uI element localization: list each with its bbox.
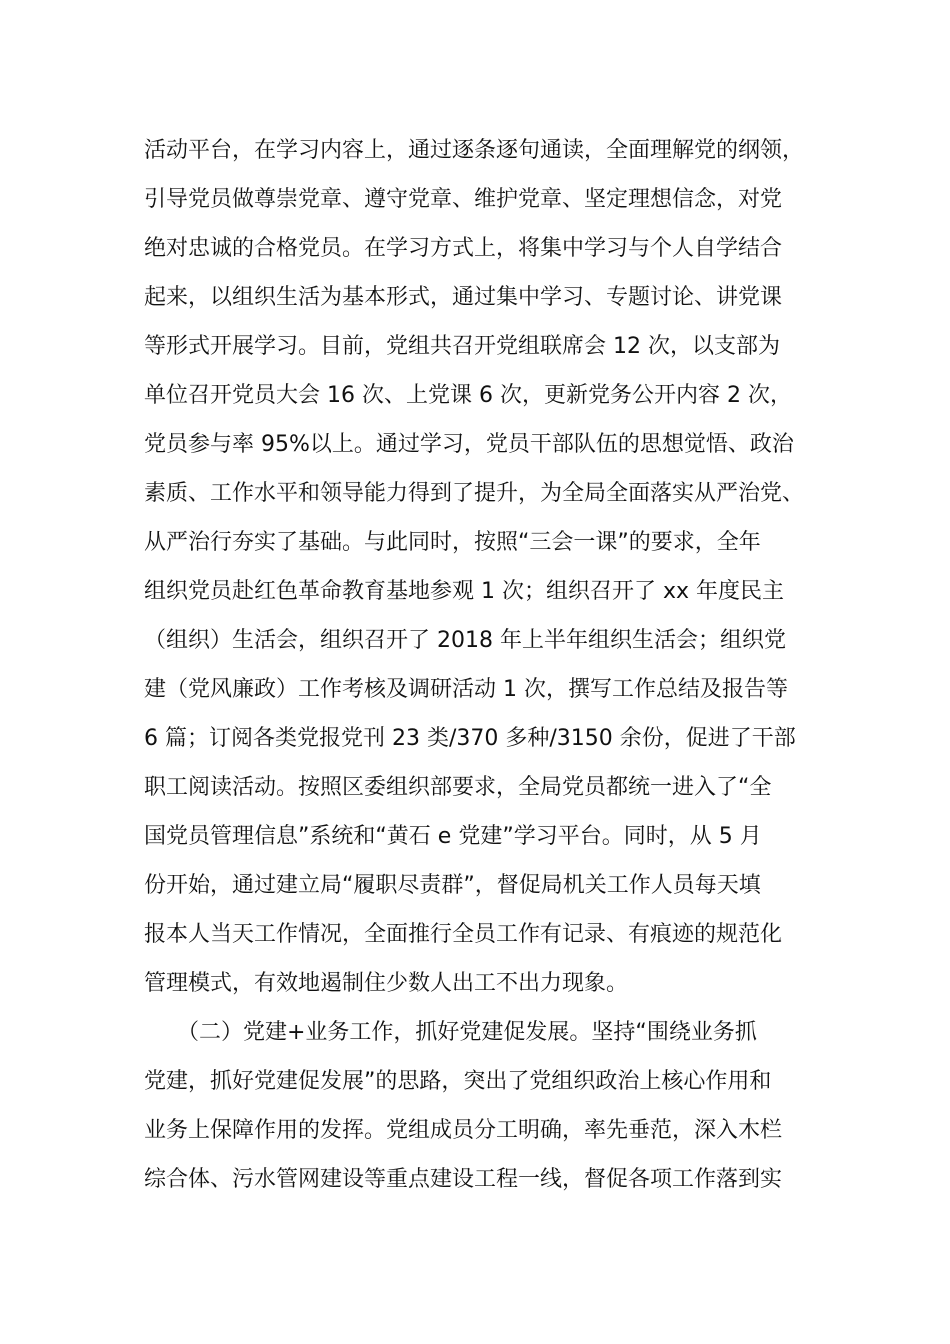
text-line: 活动平台，在学习内容上，通过逐条逐句通读，全面理解党的纲领，	[144, 138, 805, 163]
text-line: （组织）生活会，组织召开了 2018 年上半年组织生活会；组织党	[144, 628, 786, 653]
text-line: 报本人当天工作情况，全面推行全员工作有记录、有痕迹的规范化	[144, 922, 783, 947]
document-body	[144, 126, 824, 1204]
text-line: 国党员管理信息”系统和“黄石 e 党建”学习平台。同时，从 5 月	[144, 824, 762, 849]
text-line: 管理模式，有效地遏制住少数人出工不出力现象。	[144, 971, 629, 996]
paragraph	[144, 126, 824, 1008]
text-line: 党建，抓好党建促发展”的思路，突出了党组织政治上核心作用和	[144, 1069, 772, 1094]
paragraph	[144, 1008, 824, 1204]
text-line: 组织党员赴红色革命教育基地参观 1 次；组织召开了 xx 年度民主	[144, 579, 785, 604]
text-line: 引导党员做尊崇党章、遵守党章、维护党章、坚定理想信念，对党	[144, 187, 783, 212]
text-line: 等形式开展学习。目前，党组共召开党组联席会 12 次，以支部为	[144, 334, 780, 359]
text-line: 素质、工作水平和领导能力得到了提升，为全局全面落实从严治党、	[144, 481, 805, 506]
text-line: 绝对忠诚的合格党员。在学习方式上，将集中学习与个人自学结合	[144, 236, 783, 261]
text-line: 建（党风廉政）工作考核及调研活动 1 次，撰写工作总结及报告等	[144, 677, 788, 702]
text-line: 从严治行夯实了基础。与此同时，按照“三会一课”的要求，全年	[144, 530, 761, 555]
text-line: 业务上保障作用的发挥。党组成员分工明确，率先垂范，深入木栏	[144, 1118, 783, 1143]
text-line: 单位召开党员大会 16 次、上党课 6 次，更新党务公开内容 2 次，	[144, 383, 792, 408]
text-line: 份开始，通过建立局“履职尽责群”，督促局机关工作人员每天填	[144, 873, 761, 898]
text-line: 综合体、污水管网建设等重点建设工程一线，督促各项工作落到实	[144, 1167, 783, 1192]
text-line: 起来，以组织生活为基本形式，通过集中学习、专题讨论、讲党课	[144, 285, 783, 310]
text-line: 职工阅读活动。按照区委组织部要求，全局党员都统一进入了“全	[144, 775, 772, 800]
text-line: 党员参与率 95%以上。通过学习，党员干部队伍的思想觉悟、政治	[144, 432, 794, 457]
text-line: 6 篇；订阅各类党报党刊 23 类/370 多种/3150 余份，促进了干部	[144, 726, 796, 751]
text-line: （二）党建+业务工作，抓好党建促发展。坚持“围绕业务抓	[144, 1020, 757, 1045]
